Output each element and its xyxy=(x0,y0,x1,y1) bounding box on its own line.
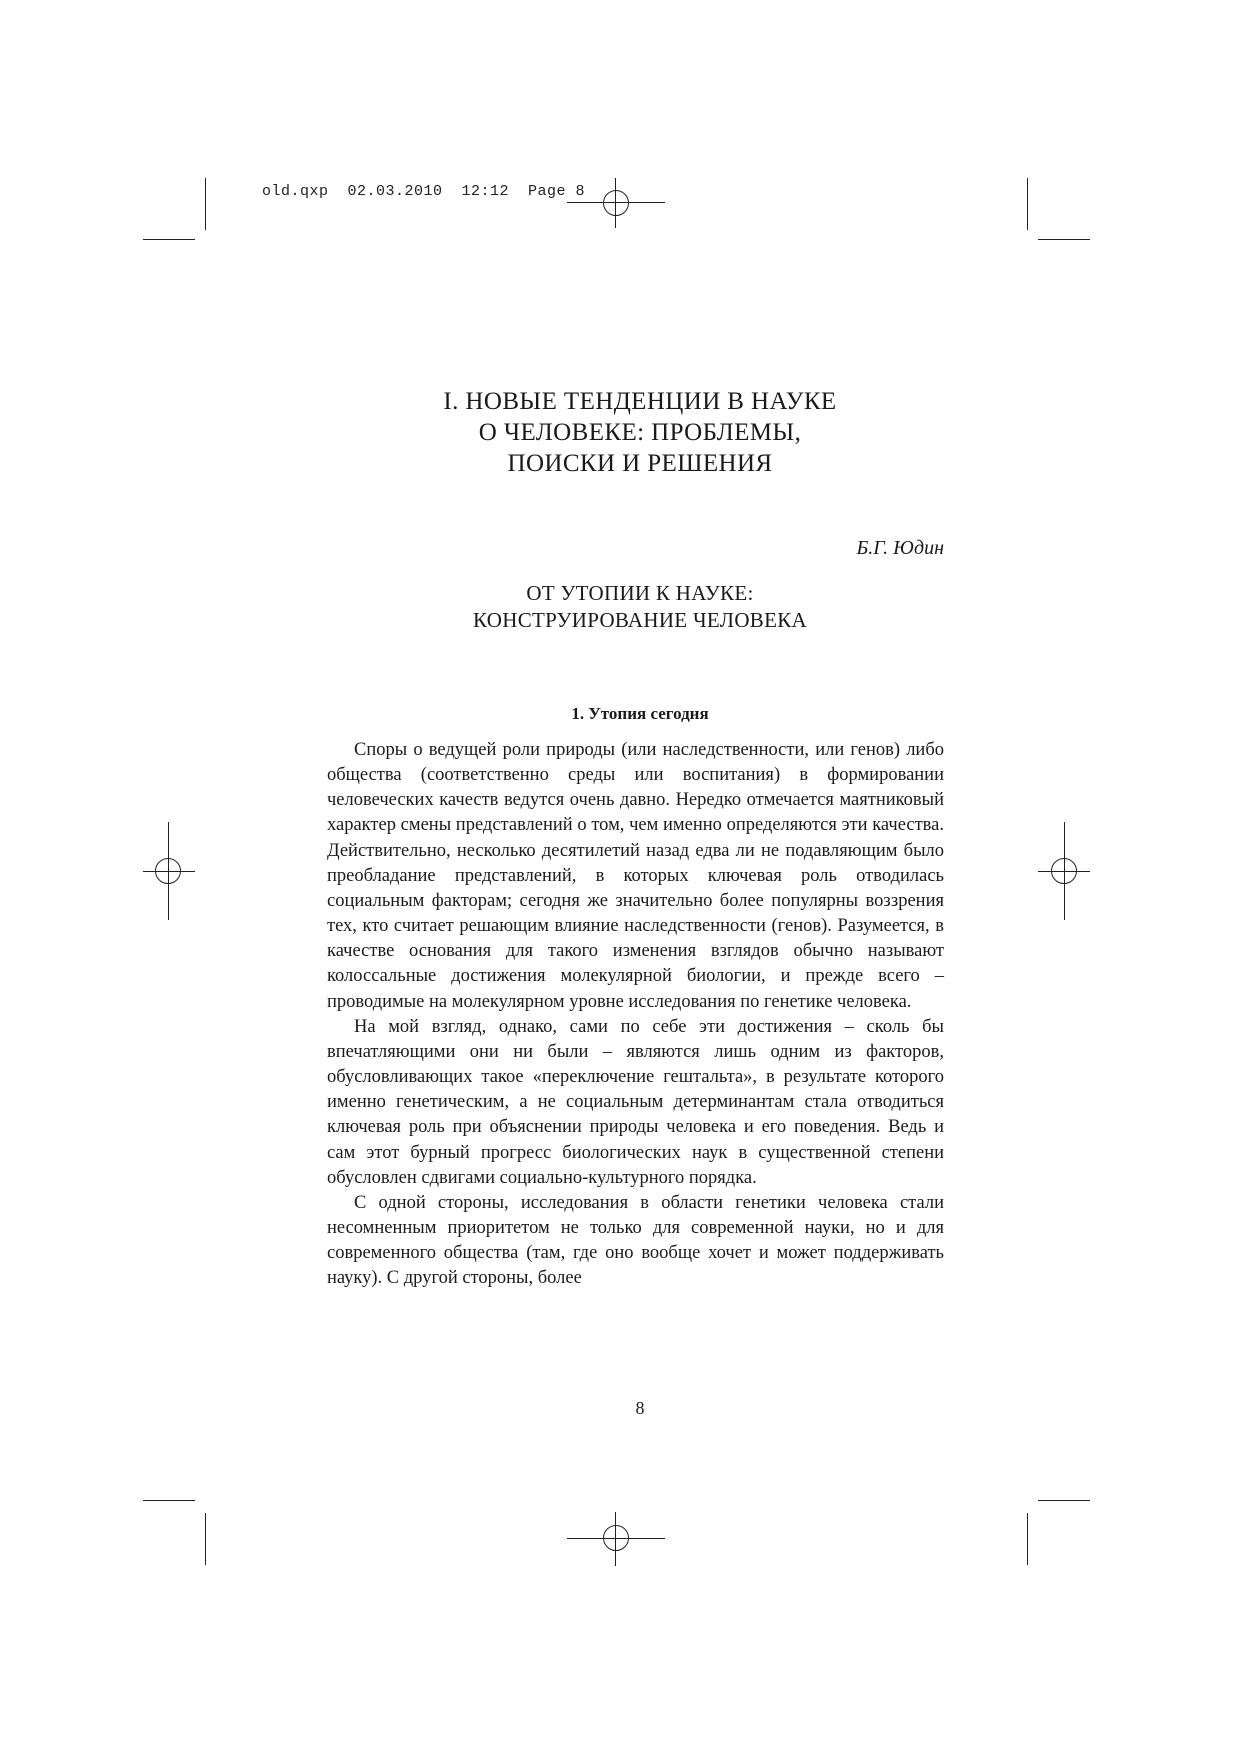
chapter-title xyxy=(330,386,950,479)
author-name: Б.Г. Юдин xyxy=(856,537,944,559)
crop-mark-bottom-right-horizontal xyxy=(1038,1500,1090,1501)
article-title xyxy=(330,580,950,634)
crop-mark-top-right-vertical xyxy=(1027,178,1028,230)
registration-circle-bottom xyxy=(603,1525,629,1551)
crop-mark-bottom-right-vertical xyxy=(1027,1513,1028,1565)
chapter-title-line-3: ПОИСКИ И РЕШЕНИЯ xyxy=(507,450,773,477)
body-text xyxy=(327,738,944,1291)
chapter-title-line-1: I. НОВЫЕ ТЕНДЕНЦИИ В НАУКЕ xyxy=(443,388,837,415)
printer-slug: old.qxp 02.03.2010 12:12 Page 8 xyxy=(262,183,586,200)
chapter-title-line-2: О ЧЕЛОВЕКЕ: ПРОБЛЕМЫ, xyxy=(478,419,802,446)
paragraph-1: Споры о ведущей роли природы (или наследственности, или генов) либо общества (соответственно среды или воспитания) в формировании человеческих качеств ведутся очень давно. Нередко отмечается маятниковый характер смены представлений о том, чем именно определяются эти качества. Действительно, несколько десятилетий назад едва ли не подавляющим было преобладание представлений, в которых ключевая роль отводилась социальным факторам; сегодня же значительно более популярны воззрения тех, кто считает решающим влияние наследственности (генов). Разумеется, в качестве основания для такого изменения взглядов обычно называют колоссальные достижения молекулярной биологии, и прежде всего – проводимые на молекулярном уровне исследования по генетике человека. xyxy=(327,740,944,1012)
article-title-line-1: ОТ УТОПИИ К НАУКЕ: xyxy=(526,581,754,605)
registration-circle-right xyxy=(1051,858,1077,884)
crop-mark-top-left-horizontal xyxy=(143,239,195,240)
paragraph-2: На мой взгляд, однако, сами по себе эти достижения – сколь бы впечатляющими они ни были – являются лишь одним из факторов, обусловливающих такое «переключение гештальта», в результате которого именно генетическим, а не социальным детерминантам стала отводиться ключевая роль при объяснении природы человека и его поведения. Ведь и сам этот бурный прогресс биологических наук в существенной степени обусловлен сдвигами социально-культурного порядка. xyxy=(327,1016,944,1188)
registration-circle-left xyxy=(155,858,181,884)
section-heading: 1. Утопия сегодня xyxy=(571,704,709,723)
crop-mark-top-right-horizontal xyxy=(1038,239,1090,240)
crop-mark-bottom-left-vertical xyxy=(205,1513,206,1565)
crop-mark-bottom-left-horizontal xyxy=(143,1500,195,1501)
article-title-line-2: КОНСТРУИРОВАНИЕ ЧЕЛОВЕКА xyxy=(472,608,807,632)
paragraph-3: С одной стороны, исследования в области генетики человека стали несомненным приоритетом не только для современной науки, но и для современного общества (там, где оно вообще хочет и может поддерживать науку). С другой стороны, более xyxy=(327,1192,944,1289)
registration-circle-top xyxy=(603,190,629,216)
crop-mark-top-left-vertical xyxy=(205,178,206,230)
page-number: 8 xyxy=(635,1398,645,1418)
